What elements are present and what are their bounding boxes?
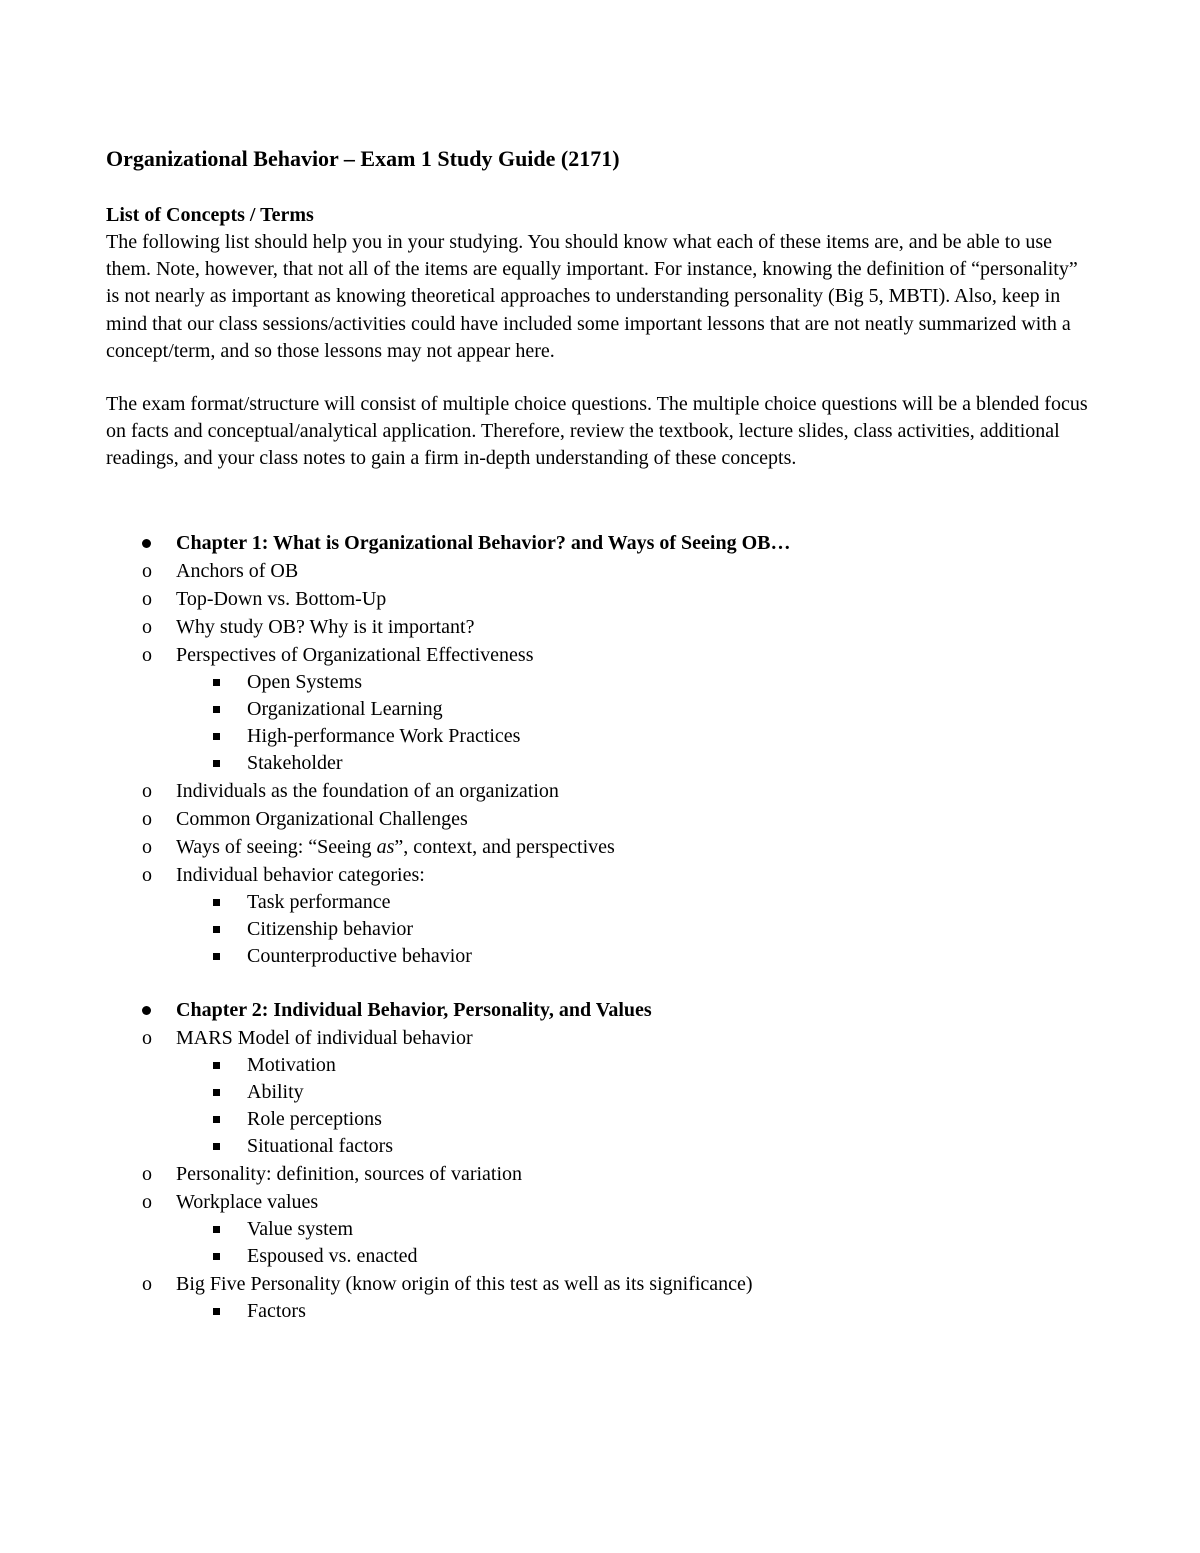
- subtopic-text: High-performance Work Practices: [247, 724, 521, 747]
- subtopic-text: Counterproductive behavior: [247, 944, 472, 967]
- topic-text: MARS Model of individual behavior: [176, 1026, 473, 1049]
- topic-item: [142, 641, 1096, 777]
- topic-item: [142, 805, 1096, 833]
- square-bullet-icon: [213, 1308, 220, 1315]
- section-heading: List of Concepts / Terms: [106, 204, 314, 226]
- topic-text: Big Five Personality (know origin of this test as well as its significance): [176, 1272, 753, 1295]
- topic-text: Common Organizational Challenges: [176, 807, 468, 830]
- circle-bullet-icon: o: [142, 559, 152, 582]
- square-bullet-icon: [213, 1062, 220, 1069]
- subtopic-item: [247, 916, 1096, 943]
- subtopic-text: Situational factors: [247, 1134, 394, 1157]
- subtopic-item: [247, 1079, 1096, 1106]
- subtopic-text: Espoused vs. enacted: [247, 1244, 418, 1267]
- circle-bullet-icon: o: [142, 643, 152, 666]
- square-bullet-icon: [213, 760, 220, 767]
- topic-item: [142, 1188, 1096, 1270]
- document-page: [106, 143, 1096, 1325]
- topic-item: [142, 861, 1096, 970]
- circle-bullet-icon: o: [142, 835, 152, 858]
- topic-item: [142, 613, 1096, 641]
- topic-text: Individual behavior categories:: [176, 863, 425, 886]
- exam-format-paragraph: The exam format/structure will consist of multiple choice questions. The multiple choice questions will be a blended focus on facts and conceptual/analytical application. Therefore, review the textbook, lecture slides, class activities, additional readings, and your class notes to gain a firm in-depth understanding of these concepts.: [106, 393, 1088, 470]
- circle-bullet-icon: o: [142, 587, 152, 610]
- circle-bullet-icon: o: [142, 1272, 152, 1295]
- circle-bullet-icon: o: [142, 807, 152, 830]
- subtopic-item: [247, 1243, 1096, 1270]
- topic-item: [142, 585, 1096, 613]
- square-bullet-icon: [213, 1116, 220, 1123]
- document-title: Organizational Behavior – Exam 1 Study Guide (2171): [106, 146, 620, 171]
- subtopic-text: Stakeholder: [247, 751, 343, 774]
- circle-bullet-icon: o: [142, 1026, 152, 1049]
- chapter-title: Chapter 2: Individual Behavior, Personality, and Values: [176, 998, 652, 1021]
- square-bullet-icon: [213, 679, 220, 686]
- subtopic-list: [176, 1052, 1096, 1160]
- circle-bullet-icon: o: [142, 1190, 152, 1213]
- square-bullet-icon: [213, 1089, 220, 1096]
- topic-text: Personality: definition, sources of variation: [176, 1162, 523, 1185]
- circle-bullet-icon: o: [142, 863, 152, 886]
- topic-text: Top-Down vs. Bottom-Up: [176, 587, 387, 610]
- subtopic-item: [247, 723, 1096, 750]
- topic-text: ”, context, and perspectives: [394, 835, 615, 858]
- subtopic-text: Role perceptions: [247, 1107, 382, 1130]
- square-bullet-icon: [213, 899, 220, 906]
- chapter-list: [106, 529, 1096, 1325]
- chapter-item: [106, 996, 1096, 1325]
- topic-text: Anchors of OB: [176, 559, 299, 582]
- subtopic-text: Citizenship behavior: [247, 917, 414, 940]
- circle-bullet-icon: o: [142, 1162, 152, 1185]
- topic-item: [142, 557, 1096, 585]
- chapter-title: Chapter 1: What is Organizational Behavior? and Ways of Seeing OB…: [176, 531, 791, 554]
- subtopic-list: [176, 1298, 1096, 1325]
- topic-item: [142, 1024, 1096, 1160]
- subtopic-item: [247, 1052, 1096, 1079]
- subtopic-item: [247, 1106, 1096, 1133]
- subtopic-text: Factors: [247, 1299, 306, 1322]
- subtopic-item: [247, 696, 1096, 723]
- subtopic-text: Task performance: [247, 890, 391, 913]
- subtopic-list: [176, 889, 1096, 970]
- subtopic-item: [247, 943, 1096, 970]
- topic-text: Workplace values: [176, 1190, 319, 1213]
- circle-bullet-icon: o: [142, 779, 152, 802]
- topic-item: [142, 1270, 1096, 1325]
- square-bullet-icon: [213, 953, 220, 960]
- topic-list: [142, 557, 1096, 970]
- topic-text: Why study OB? Why is it important?: [176, 615, 475, 638]
- circle-bullet-icon: o: [142, 615, 152, 638]
- subtopic-text: Ability: [247, 1080, 304, 1103]
- subtopic-text: Organizational Learning: [247, 697, 443, 720]
- topic-text: Perspectives of Organizational Effectiveness: [176, 643, 534, 666]
- topic-text-italic: as: [376, 835, 395, 858]
- subtopic-list: [176, 669, 1096, 777]
- square-bullet-icon: [213, 1253, 220, 1260]
- square-bullet-icon: [213, 926, 220, 933]
- subtopic-item: [247, 1298, 1096, 1325]
- square-bullet-icon: [213, 706, 220, 713]
- square-bullet-icon: [213, 1226, 220, 1233]
- topic-text: Ways of seeing: “Seeing: [176, 835, 377, 858]
- subtopic-item: [247, 750, 1096, 777]
- subtopic-item: [247, 889, 1096, 916]
- chapter-item: [106, 529, 1096, 970]
- subtopic-text: Open Systems: [247, 670, 362, 693]
- intro-paragraph: The following list should help you in your studying. You should know what each of these items are, and be able to use them. Note, however, that not all of the items are equally important. For instance, knowing the definition of “personality” is not nearly as important as knowing theoretical approaches to understanding personality (Big 5, MBTI). Also, keep in mind that our class sessions/activities could have included some important lessons that are not neatly summarized with a concept/term, and so those lessons may not appear here.: [106, 231, 1078, 362]
- topic-item: [142, 1160, 1096, 1188]
- topic-item: [142, 777, 1096, 805]
- topic-list: [142, 1024, 1096, 1325]
- topic-item: [142, 833, 1096, 861]
- subtopic-text: Motivation: [247, 1053, 336, 1076]
- subtopic-item: [247, 1216, 1096, 1243]
- bullet-icon: [142, 539, 151, 548]
- subtopic-item: [247, 1133, 1096, 1160]
- bullet-icon: [142, 1006, 151, 1015]
- square-bullet-icon: [213, 733, 220, 740]
- subtopic-list: [176, 1216, 1096, 1270]
- subtopic-text: Value system: [247, 1217, 354, 1240]
- topic-text: Individuals as the foundation of an organization: [176, 779, 559, 802]
- square-bullet-icon: [213, 1143, 220, 1150]
- subtopic-item: [247, 669, 1096, 696]
